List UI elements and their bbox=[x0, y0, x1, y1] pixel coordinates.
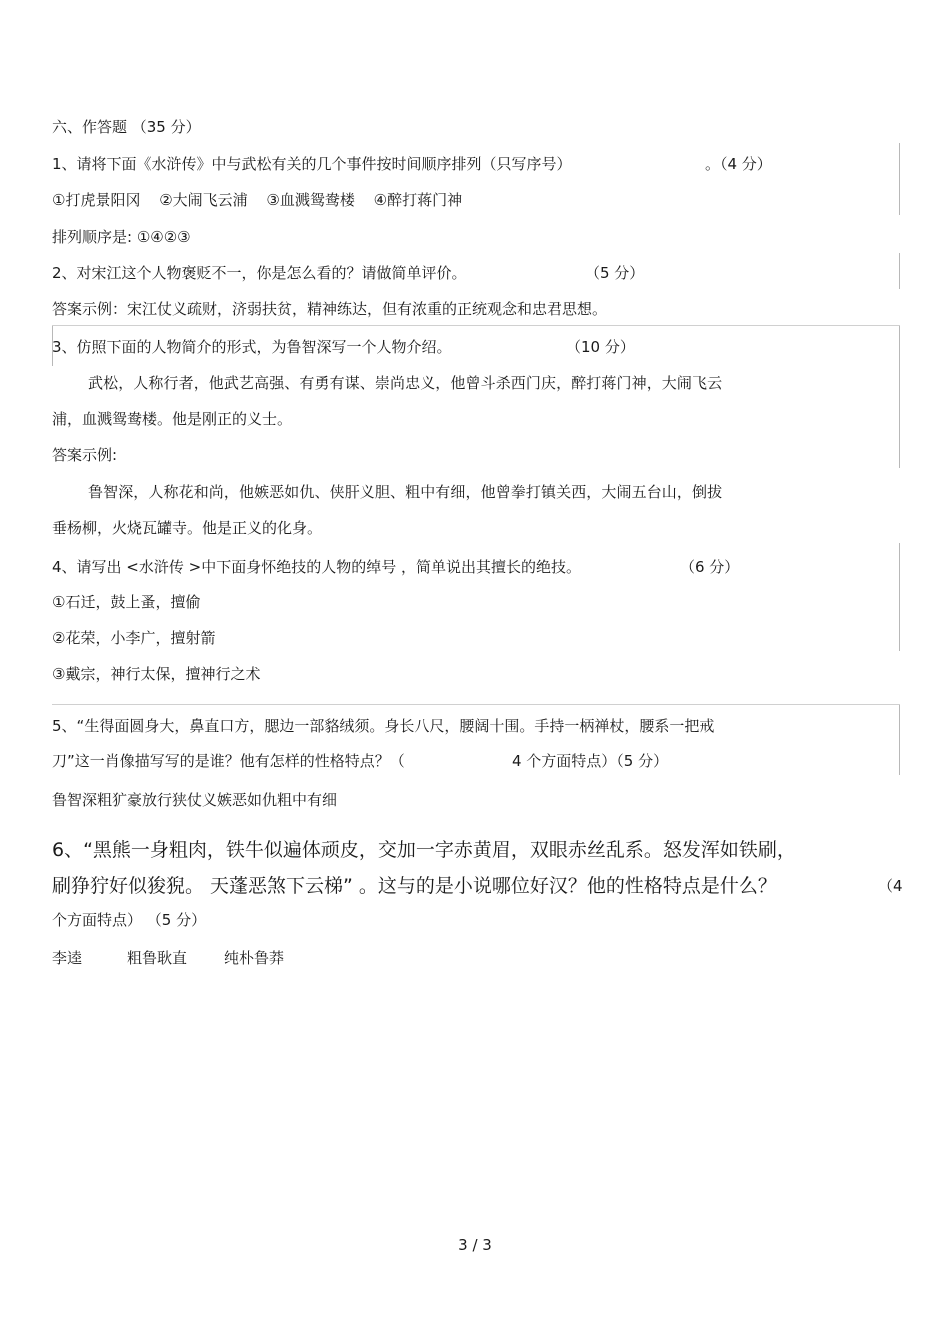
q1-prompt: 1、请将下面《水浒传》中与武松有关的几个事件按时间顺序排列（只写序号） bbox=[52, 155, 572, 173]
q5-line2-score: 4 个方面特点）（5 分） bbox=[512, 752, 669, 770]
q3-example-line2: 浦，血溅鸳鸯楼。他是刚正的义士。 bbox=[52, 410, 293, 428]
scan-rule-top-3 bbox=[52, 325, 900, 326]
q4-score: （6 分） bbox=[680, 558, 740, 576]
q3-score: （10 分） bbox=[566, 338, 635, 356]
scan-rule-top-5 bbox=[52, 704, 900, 705]
q2-answer: 答案示例：宋江仗义疏财，济弱扶贫，精神练达，但有浓重的正统观念和忠君思想。 bbox=[52, 300, 608, 318]
q6-line2-score: （4 bbox=[878, 877, 903, 895]
q3-prompt: 3、仿照下面的人物简介的形式，为鲁智深写一个人物介绍。 bbox=[52, 338, 452, 356]
q1-score: 。（4 分） bbox=[705, 155, 772, 173]
q4-item-2: ②花荣，小李广，擅射箭 bbox=[52, 629, 216, 647]
q1-options: ①打虎景阳冈 ②大闹飞云浦 ③血溅鸳鸯楼 ④醉打蒋门神 bbox=[52, 191, 463, 209]
q6-answer-trait-2: 纯朴鲁莽 bbox=[224, 949, 285, 967]
q1-answer: 排列顺序是: ①④②③ bbox=[52, 228, 191, 246]
q5-answer: 鲁智深粗犷豪放行狭仗义嫉恶如仇粗中有细 bbox=[52, 791, 338, 809]
q2-prompt: 2、对宋江这个人物褒贬不一，你是怎么看的？请做简单评价。 bbox=[52, 264, 467, 282]
q6-answer-name: 李逵 bbox=[52, 949, 83, 967]
q3-answer-line2: 垂杨柳，火烧瓦罐寺。他是正义的化身。 bbox=[52, 519, 323, 537]
scan-rule-right-4 bbox=[899, 543, 900, 651]
scan-rule-right-1 bbox=[899, 143, 900, 215]
q4-item-1: ①石迁，鼓上蚤，擅偷 bbox=[52, 593, 201, 611]
scan-rule-right-3 bbox=[899, 326, 900, 468]
q6-line2: 刷狰狞好似狻猊。 天蓬恶煞下云梯” 。这与的是小说哪位好汉？他的性格特点是什么？ bbox=[52, 875, 777, 897]
q4-item-3: ③戴宗，神行太保，擅神行之术 bbox=[52, 665, 261, 683]
q6-answer-trait-1: 粗鲁耿直 bbox=[127, 949, 188, 967]
q4-prompt: 4、请写出 <水浒传 >中下面身怀绝技的人物的绰号 ，简单说出其擅长的绝技。 bbox=[52, 558, 581, 576]
q3-answer-label: 答案示例: bbox=[52, 446, 118, 464]
page-number: 3 / 3 bbox=[458, 1236, 492, 1254]
scan-rule-right-5 bbox=[899, 705, 900, 775]
section-title: 六、作答题 （35 分） bbox=[52, 118, 201, 136]
q2-score: （5 分） bbox=[585, 264, 645, 282]
q6-line3: 个方面特点） （5 分） bbox=[52, 911, 207, 929]
scan-rule-right-2 bbox=[899, 253, 900, 289]
q6-line1: 6、“黑熊一身粗肉，铁牛似遍体顽皮，交加一字赤黄眉，双眼赤丝乱系。怒发浑如铁刷， bbox=[52, 839, 796, 861]
q3-answer-line1: 鲁智深，人称花和尚，他嫉恶如仇、侠肝义胆、粗中有细，他曾拳打镇关西，大闹五台山，倒拔 bbox=[88, 483, 723, 501]
q5-line1: 5、“生得面圆身大，鼻直口方，腮边一部貉绒须。身长八尺，腰阔十围。手持一柄禅杖，腰系一把戒 bbox=[52, 717, 715, 735]
q5-line2: 刀”这一肖像描写写的是谁？他有怎样的性格特点？（ bbox=[52, 752, 405, 770]
q3-example-line1: 武松，人称行者，他武艺高强、有勇有谋、崇尚忠义，他曾斗杀西门庆，醉打蒋门神，大闹飞云 bbox=[88, 374, 723, 392]
